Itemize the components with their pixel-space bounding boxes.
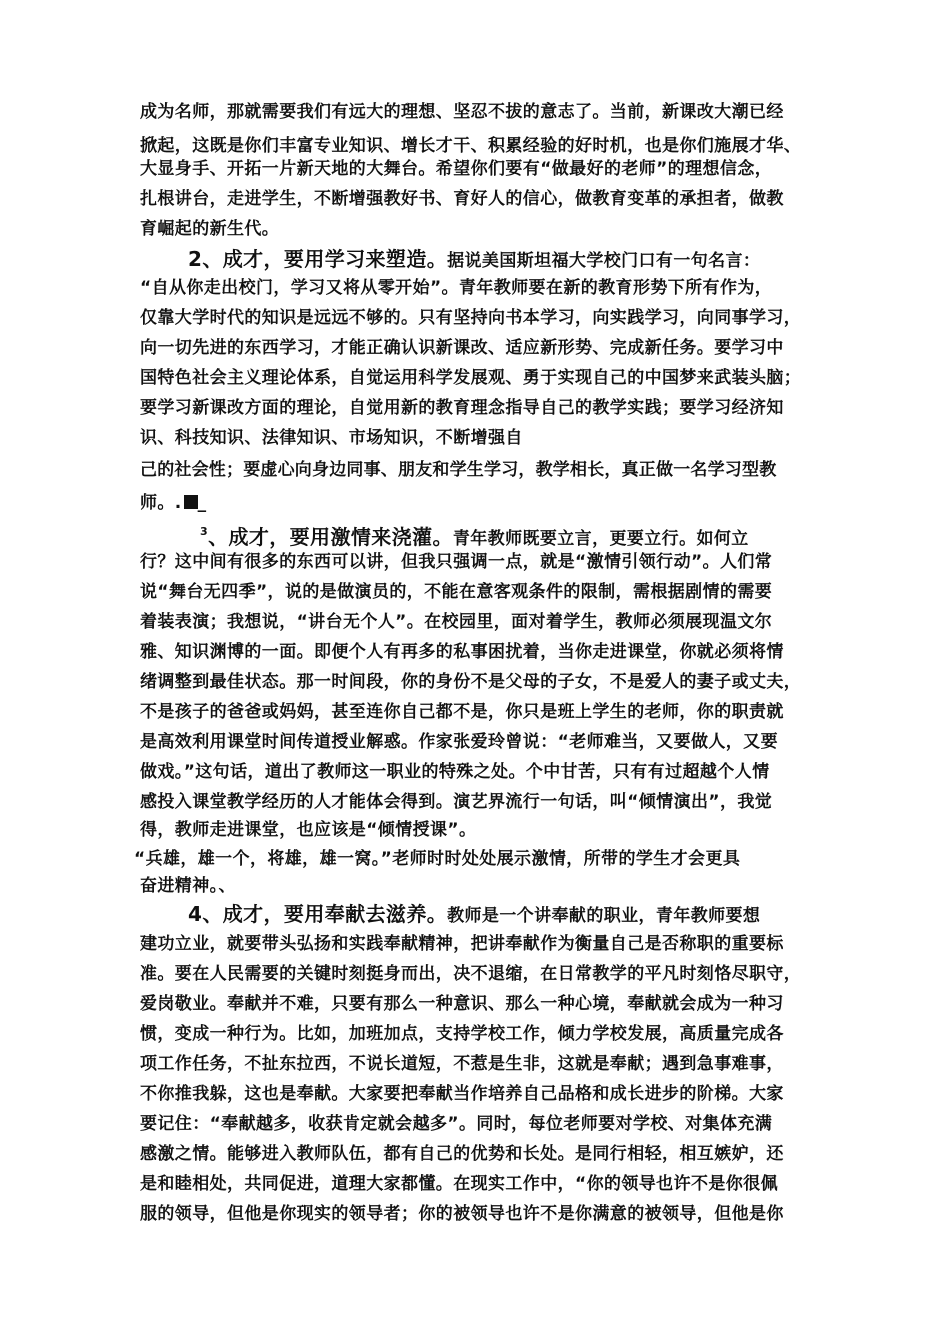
paragraph-line: 要学习新课改方面的理论，自觉用新的教育理念指导自己的教学实践；要学习经济知 (140, 398, 784, 418)
paragraph-line: 育崛起的新生代。 (140, 219, 280, 239)
paragraph-line: “自从你走出校门，学习又将从零开始”。青年教师要在新的教育形势下所有作为， (140, 278, 773, 298)
paragraph-line: 建功立业，就要带头弘扬和实践奉献精神，把讲奉献作为衡量自己是否称职的重要标 (140, 934, 784, 954)
paragraph-line: 绪调整到最佳状态。那一时间段，你的身份不是父母的子女，不是爱人的妻子或丈夫， (140, 672, 802, 692)
section-2-heading-rest: 据说美国斯坦福大学校门口有一句名言： (447, 251, 761, 271)
paragraph-line: 雅、知识渊博的一面。即便个人有再多的私事困扰着，当你走进课堂，你就必须将情 (140, 642, 784, 662)
section-3-heading: 、成才，要用激情来浇灌。 (208, 525, 453, 549)
paragraph-line: 奋进精神。、 (140, 876, 236, 896)
paragraph-line: 不是孩子的爸爸或妈妈，甚至连你自己都不是，你只是班上学生的老师，你的职责就 (140, 702, 784, 722)
paragraph-line: 是和睦相处，共同促进，道理大家都懂。在现实工作中，“你的领导也许不是你很佩 (140, 1174, 778, 1194)
section-4-first-line (188, 902, 760, 928)
paragraph-line: 得，教师走进课堂，也应该是“倾情授课”。 (140, 820, 477, 840)
paragraph-line: 做戏。”这句话，道出了教师这一职业的特殊之处。个中甘苦，只有有过超越个人情 (140, 762, 770, 782)
section-4-heading-rest: 教师是一个讲奉献的职业，青年教师要想 (447, 906, 761, 926)
paragraph-line: 感投入课堂教学经历的人才能体会得到。演艺界流行一句话，叫“倾情演出”，我觉 (140, 792, 773, 812)
section-3-heading-rest: 青年教师既要立言，更要立行。如何立 (452, 529, 749, 549)
paragraph-line: 成为名师，那就需要我们有远大的理想、坚忍不拔的意志了。当前，新课改大潮已经 (140, 102, 784, 122)
section-2-tail: _ (197, 493, 207, 513)
paragraph-line: 不你推我躲，这也是奉献。大家要把奉献当作培养自己品格和成长进步的阶梯。大家 (140, 1084, 784, 1104)
paragraph-line: 是高效利用课堂时间传道授业解惑。作家张爱玲曾说：“老师难当，又要做人，又要 (140, 732, 778, 752)
paragraph-line: 服的领导，但他是你现实的领导者；你的被领导也许不是你满意的被领导，但他是你 (140, 1204, 784, 1224)
paragraph-line: 向一切先进的东西学习，才能正确认识新课改、适应新形势、完成新任务。要学习中 (140, 338, 784, 358)
section-2-first-line (188, 247, 760, 273)
paragraph-line: 扎根讲台，走进学生，不断增强教好书、育好人的信心，做教育变革的承担者，做教 (140, 189, 784, 209)
paragraph-line: 惯，变成一种行为。比如，加班加点，支持学校工作，倾力学校发展，高质量完成各 (140, 1024, 784, 1044)
section-2-last-text: 师。. (140, 493, 182, 513)
paragraph-line: 行？这中间有很多的东西可以讲，但我只强调一点，就是“激情引领行动”。人们常 (140, 552, 773, 572)
paragraph-line: 己的社会性；要虚心向身边同事、朋友和学生学习，教学相长，真正做一名学习型教 (140, 460, 777, 480)
paragraph-line: 掀起，这既是你们丰富专业知识、增长才干、积累经验的好时机，也是你们施展才华、 (140, 136, 802, 156)
section-4-heading: 4、成才，要用奉献去滋养。 (188, 902, 448, 926)
paragraph-line: 准。要在人民需要的关键时刻挺身而出，决不退缩，在日常教学的平凡时刻恪尽职守， (140, 964, 802, 984)
paragraph-line: 国特色社会主义理论体系，自觉运用科学发展观、勇于实现自己的中国梦来武装头脑； (140, 368, 802, 388)
paragraph-line: 大显身手、开拓一片新天地的大舞台。希望你们要有“做最好的老师”的理想信念， (140, 159, 773, 179)
section-3-first-line (200, 520, 749, 551)
paragraph-line: 项工作任务，不扯东拉西，不说长道短，不惹是生非，这就是奉献；遇到急事难事， (140, 1054, 784, 1074)
black-square-mark (184, 495, 198, 509)
paragraph-line: 感激之情。能够进入教师队伍，都有自己的优势和长处。是同行相轻，相互嫉妒，还 (140, 1144, 784, 1164)
paragraph-line: 爱岗敬业。奉献并不难，只要有那么一种意识、那么一种心境，奉献就会成为一种习 (140, 994, 784, 1014)
paragraph-line: 着装表演；我想说，“讲台无个人”。在校园里，面对着学生，教师必须展现温文尔 (140, 612, 773, 632)
paragraph-line: 说“舞台无四季”，说的是做演员的，不能在意客观条件的限制，需根据剧情的需要 (140, 582, 773, 602)
paragraph-line: 识、科技知识、法律知识、市场知识，不断增强自 (140, 428, 523, 448)
paragraph-line: 仅靠大学时代的知识是远远不够的。只有坚持向书本学习，向实践学习，向同事学习， (140, 308, 802, 328)
paragraph-line: “兵雄，雄一个，将雄，雄一窝。”老师时时处处展示激情，所带的学生才会更具 (134, 849, 741, 869)
section-3-number: 3 (200, 525, 209, 538)
section-2-last-line (140, 491, 207, 515)
paragraph-line: 要记住：“奉献越多，收获肯定就会越多”。同时，每位老师要对学校、对集体充满 (140, 1114, 773, 1134)
section-2-heading: 2、成才，要用学习来塑造。 (188, 247, 448, 271)
